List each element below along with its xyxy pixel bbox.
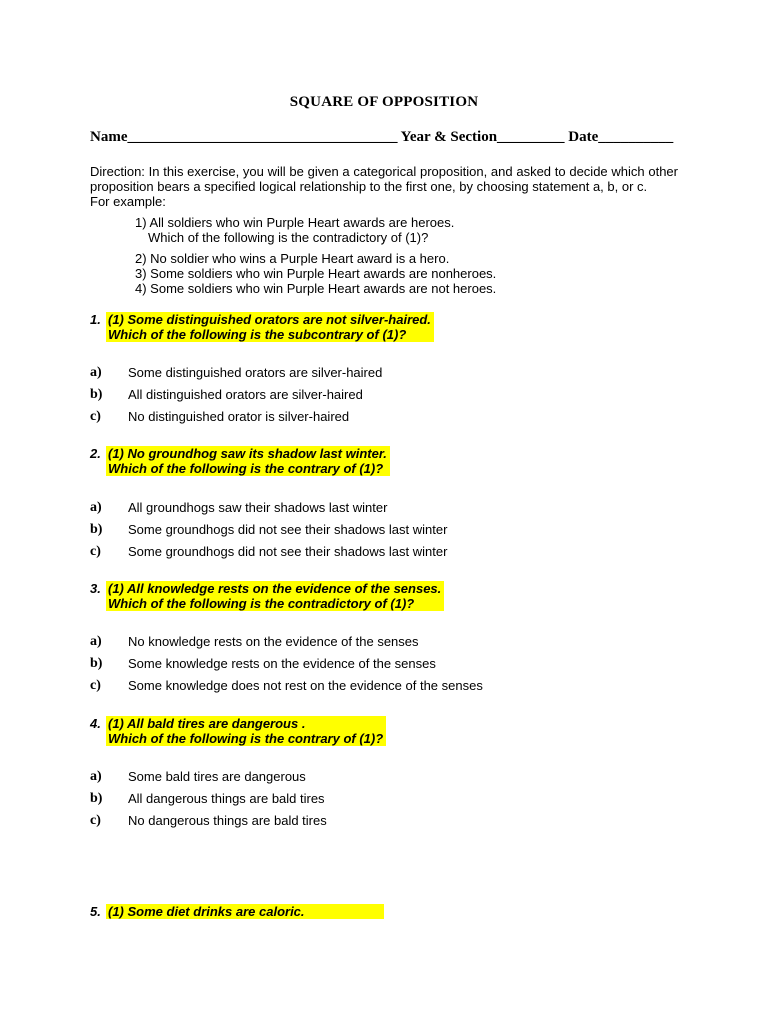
example-answer-2: 2) No soldier who wins a Purple Heart award is a hero. [135,251,450,266]
question-3-option-c [90,678,690,698]
option-letter: b) [90,656,103,671]
question-1-option-a [90,365,690,385]
option-text: No dangerous things are bald tires [128,813,327,828]
example-answer-4: 4) Some soldiers who win Purple Heart awards are not heroes. [135,281,497,296]
option-letter: b) [90,522,103,537]
option-text: No distinguished orator is silver-haired [128,409,350,424]
question-3-prompt [106,581,444,611]
example-line-1: 1) All soldiers who win Purple Heart awards are heroes. [135,215,455,230]
question-4-prompt [106,716,386,746]
option-text: All groundhogs saw their shadows last winter [128,500,388,515]
question-1-prompt-line-2: Which of the following is the subcontrary of (1)? [108,327,407,342]
option-letter: c) [90,678,101,693]
question-3-prompt-line-2: Which of the following is the contradictory of (1)? [108,596,415,611]
question-4-prompt-line-1: (1) All bald tires are dangerous . [108,716,306,731]
question-2-option-c [90,544,690,564]
option-text: Some distinguished orators are silver-haired [128,365,383,380]
option-text: Some bald tires are dangerous [128,769,306,784]
option-letter: b) [90,387,103,402]
question-1-number: 1. [90,312,101,327]
question-3-prompt-line-1: (1) All knowledge rests on the evidence of the senses. [108,581,442,596]
example-answers [135,251,496,296]
option-letter: a) [90,500,102,515]
option-letter: a) [90,634,102,649]
option-letter: c) [90,813,101,828]
question-1-option-c [90,409,690,429]
example-proposition [135,215,454,245]
option-letter: a) [90,365,102,380]
question-3-option-b [90,656,690,676]
option-text: Some groundhogs did not see their shadows last winter [128,544,448,559]
question-5-prompt-line-1: (1) Some diet drinks are caloric. [108,904,305,919]
option-text: Some knowledge does not rest on the evidence of the senses [128,678,483,693]
question-2-option-a [90,500,690,520]
question-3-number: 3. [90,581,101,596]
name-year-section-date-line: Name____________________________________ Year & Section_________ Date__________ [90,129,674,145]
question-4-option-a [90,769,690,789]
question-4-option-b [90,791,690,811]
question-5-prompt [106,904,384,919]
example-line-2: Which of the following is the contradictory of (1)? [148,230,429,245]
option-letter: c) [90,409,101,424]
example-answer-3: 3) Some soldiers who win Purple Heart awards are nonheroes. [135,266,497,281]
option-letter: a) [90,769,102,784]
question-2-prompt-line-1: (1) No groundhog saw its shadow last winter. [108,446,387,461]
option-text: No knowledge rests on the evidence of the senses [128,634,419,649]
question-4-option-c [90,813,690,833]
for-example-label: For example: [90,194,166,209]
option-letter: c) [90,544,101,559]
page-title: SQUARE OF OPPOSITION [289,94,479,110]
option-text: All dangerous things are bald tires [128,791,325,806]
question-2-prompt-line-2: Which of the following is the contrary of (1)? [108,461,384,476]
direction-paragraph [90,164,678,209]
question-2-prompt [106,446,390,476]
option-text: All distinguished orators are silver-haired [128,387,363,402]
question-1-prompt [106,312,434,342]
option-text: Some groundhogs did not see their shadows last winter [128,522,448,537]
question-1-prompt-line-1: (1) Some distinguished orators are not silver-haired. [108,312,431,327]
question-5-number: 5. [90,904,101,919]
question-2-number: 2. [90,446,101,461]
question-1-option-b [90,387,690,407]
question-4-prompt-line-2: Which of the following is the contrary of (1)? [108,731,384,746]
question-4-number: 4. [90,716,101,731]
direction-text: Direction: In this exercise, you will be given a categorical proposition, and asked to decide which other proposition bears a specified logical relationship to the first one, by choosing statement a, b, or c. [90,164,678,194]
option-text: Some knowledge rests on the evidence of the senses [128,656,436,671]
option-letter: b) [90,791,103,806]
question-3-option-a [90,634,690,654]
question-2-option-b [90,522,690,542]
